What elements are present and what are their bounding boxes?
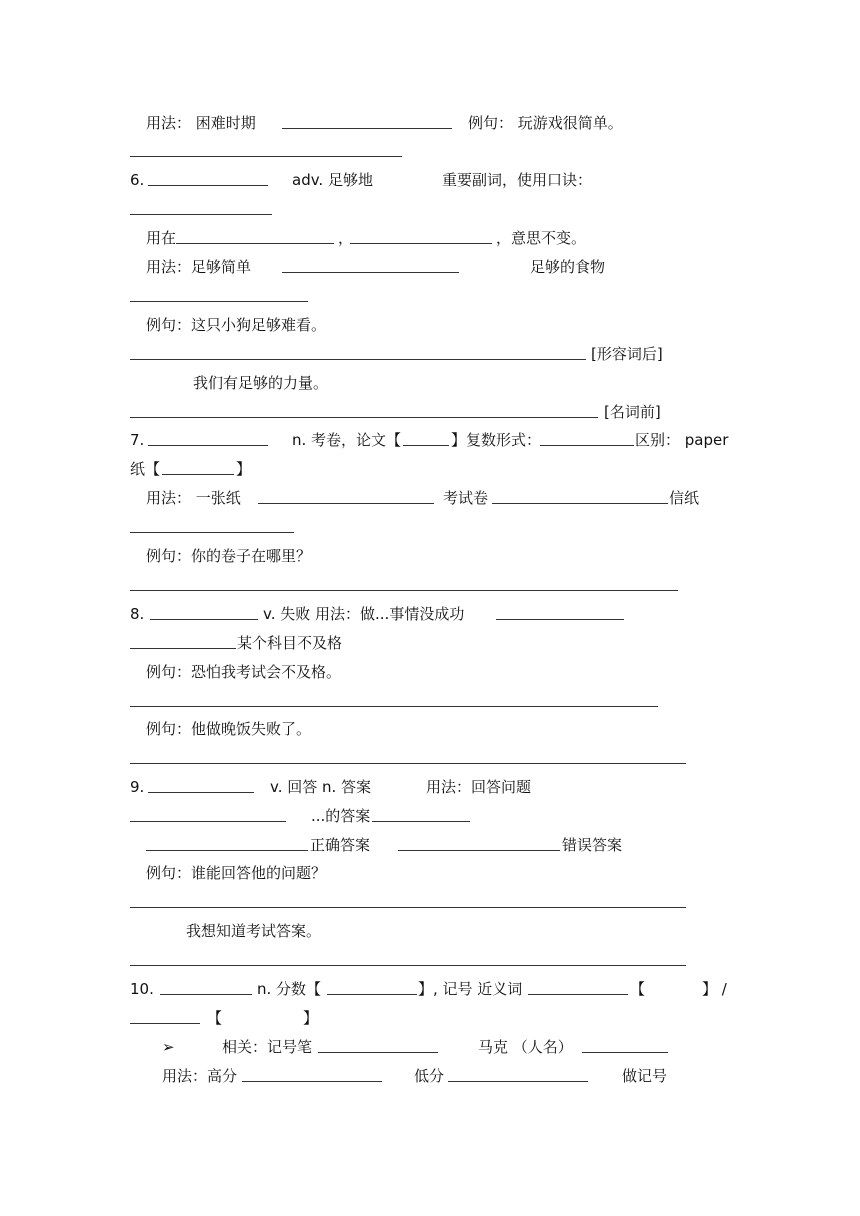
answer-blank[interactable] xyxy=(176,227,334,244)
worksheet-text: 【 xyxy=(207,1009,223,1027)
answer-blank[interactable] xyxy=(130,747,686,764)
answer-blank[interactable] xyxy=(130,140,402,157)
answer-blank[interactable] xyxy=(318,1036,438,1053)
worksheet-text: [名词前] xyxy=(604,403,661,421)
worksheet-text: 例句：他做晚饭失败了。 xyxy=(146,720,312,738)
answer-blank[interactable] xyxy=(398,834,560,851)
answer-blank[interactable] xyxy=(148,429,268,446)
worksheet-text: 6. xyxy=(130,171,145,189)
answer-blank[interactable] xyxy=(282,112,452,129)
worksheet-text: ...的答案 xyxy=(311,807,371,825)
answer-blank[interactable] xyxy=(327,978,417,995)
worksheet-text: 足够的食物 xyxy=(530,258,606,276)
worksheet-text: 例句：恐怕我考试会不及格。 xyxy=(146,663,342,681)
worksheet-text: 例句：你的卷子在哪里？ xyxy=(146,547,312,565)
worksheet-text: 我想知道考试答案。 xyxy=(186,922,322,940)
worksheet-text: n. 考卷，论文【 xyxy=(292,431,402,449)
worksheet-text: 】, 记号 近义词 xyxy=(418,980,523,998)
answer-blank[interactable] xyxy=(146,834,308,851)
worksheet-text: 用法：回答问题 xyxy=(426,778,532,796)
worksheet-text: 错误答案 xyxy=(562,836,623,854)
worksheet-text: ➢ xyxy=(162,1038,175,1056)
answer-blank[interactable] xyxy=(148,169,268,186)
answer-blank[interactable] xyxy=(130,198,272,215)
answer-blank[interactable] xyxy=(496,603,624,620)
worksheet-text: 区别： paper xyxy=(635,431,729,449)
worksheet-text: n. 分数【 xyxy=(257,980,322,998)
worksheet-text: 7. xyxy=(130,431,145,449)
worksheet-text: 用法：高分 xyxy=(162,1067,238,1085)
answer-blank[interactable] xyxy=(242,1065,382,1082)
worksheet-text: v. 回答 n. 答案 xyxy=(270,778,372,796)
worksheet-text: 9. xyxy=(130,778,145,796)
worksheet-text: 例句：谁能回答他的问题？ xyxy=(146,864,327,882)
answer-blank[interactable] xyxy=(130,690,658,707)
worksheet-text: ， xyxy=(338,229,354,247)
worksheet-text: 用法： 一张纸 xyxy=(146,489,241,507)
answer-blank[interactable] xyxy=(582,1036,668,1053)
answer-blank[interactable] xyxy=(130,401,598,418)
worksheet-text: 低分 xyxy=(414,1067,445,1085)
worksheet-text: 】 xyxy=(236,460,252,478)
answer-blank[interactable] xyxy=(372,805,470,822)
worksheet-text: 纸【 xyxy=(130,460,161,478)
answer-blank[interactable] xyxy=(130,285,308,302)
answer-blank[interactable] xyxy=(130,949,686,966)
answer-blank[interactable] xyxy=(130,516,294,533)
worksheet-text: ，意思不变。 xyxy=(496,229,587,247)
answer-blank[interactable] xyxy=(350,227,492,244)
worksheet-text: 例句：这只小狗足够难看。 xyxy=(146,316,327,334)
answer-blank[interactable] xyxy=(130,805,286,822)
worksheet-text: 用在 xyxy=(146,229,177,247)
worksheet-text: 某个科目不及格 xyxy=(237,634,343,652)
answer-blank[interactable] xyxy=(130,632,236,649)
answer-blank[interactable] xyxy=(150,603,258,620)
worksheet-text: 【 xyxy=(630,980,646,998)
answer-blank[interactable] xyxy=(528,978,628,995)
worksheet-text: 例句： 玩游戏很简单。 xyxy=(468,114,623,132)
answer-blank[interactable] xyxy=(130,574,678,591)
worksheet-text: 用法： 困难时期 xyxy=(146,114,256,132)
worksheet-text: 8. xyxy=(130,605,145,623)
answer-blank[interactable] xyxy=(130,891,686,908)
worksheet-text: 信纸 xyxy=(669,489,700,507)
answer-blank[interactable] xyxy=(258,487,434,504)
worksheet-text: 相关：记号笔 xyxy=(222,1038,313,1056)
answer-blank[interactable] xyxy=(540,429,634,446)
answer-blank[interactable] xyxy=(148,776,254,793)
worksheet-text: 】 / xyxy=(702,980,727,998)
answer-blank[interactable] xyxy=(160,978,252,995)
worksheet-text: v. 失败 用法：做...事情没成功 xyxy=(263,605,465,623)
worksheet-text: adv. 足够地 xyxy=(292,171,373,189)
worksheet-text: 做记号 xyxy=(622,1067,668,1085)
answer-blank[interactable] xyxy=(448,1065,588,1082)
worksheet-text: 用法：足够简单 xyxy=(146,258,252,276)
worksheet-text: 重要副词，使用口诀： xyxy=(442,171,593,189)
answer-blank[interactable] xyxy=(492,487,668,504)
worksheet-text: 10. xyxy=(130,980,154,998)
answer-blank[interactable] xyxy=(403,429,449,446)
worksheet-text: 】复数形式： xyxy=(451,431,542,449)
answer-blank[interactable] xyxy=(282,256,459,273)
worksheet-text: 我们有足够的力量。 xyxy=(193,374,329,392)
worksheet-text: 】 xyxy=(303,1009,319,1027)
worksheet-text: 正确答案 xyxy=(310,836,371,854)
worksheet-text: 马克 （人名） xyxy=(478,1038,573,1056)
answer-blank[interactable] xyxy=(130,1007,200,1024)
answer-blank[interactable] xyxy=(130,343,586,360)
worksheet-text: [形容词后] xyxy=(591,345,663,363)
answer-blank[interactable] xyxy=(162,458,234,475)
worksheet-text: 考试卷 xyxy=(443,489,489,507)
